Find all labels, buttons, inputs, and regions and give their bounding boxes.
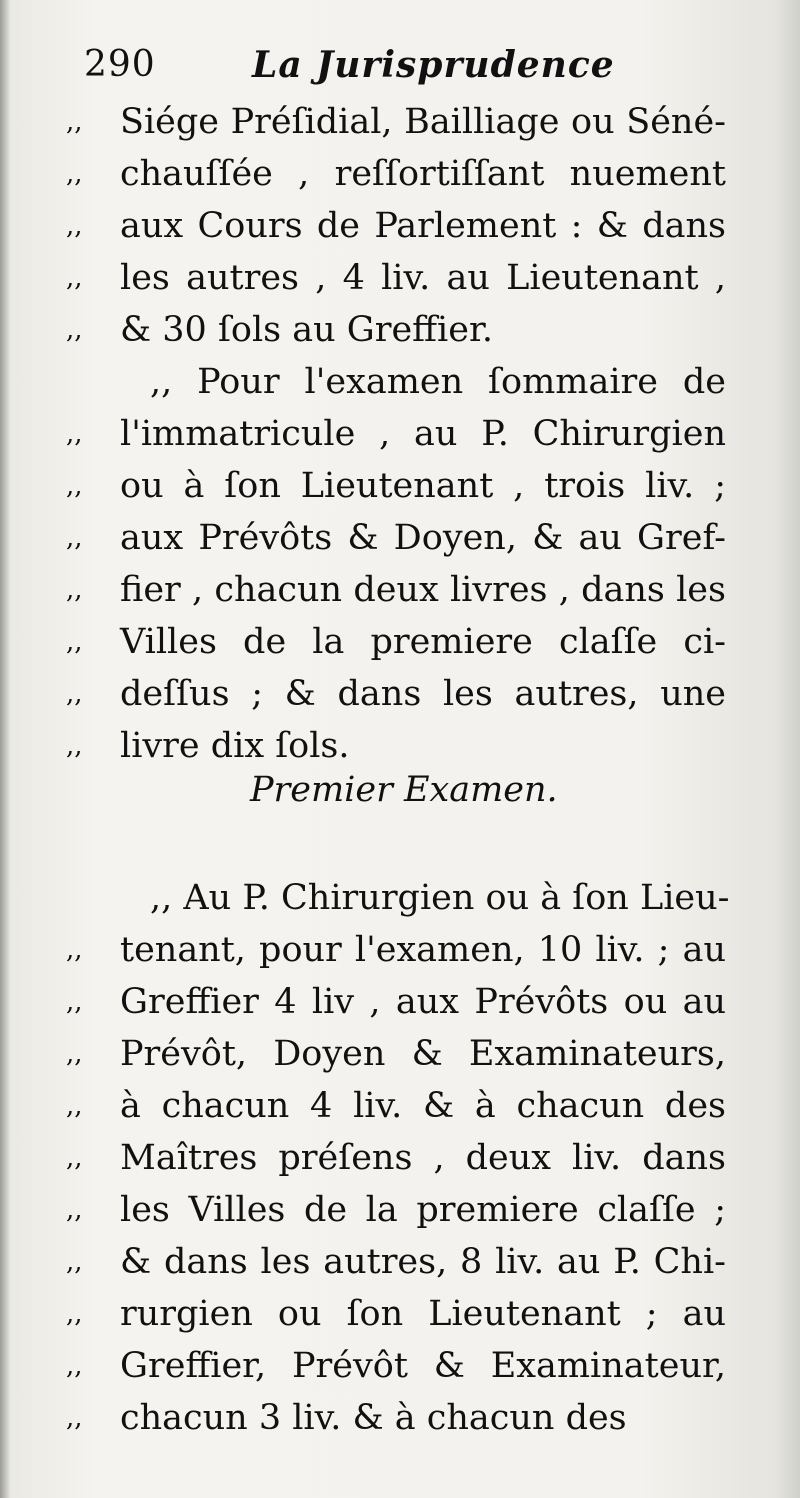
quote-mark: ,, — [66, 1403, 83, 1433]
line-text: rurgien ou ſon Lieutenant ; au — [120, 1294, 726, 1334]
line-text: livre dix ſols. — [120, 726, 350, 766]
text-line — [66, 564, 726, 616]
quote-mark: ,, — [66, 211, 83, 241]
quote-mark: ,, — [66, 1195, 83, 1225]
quote-mark: ,, — [66, 1143, 83, 1173]
line-text: aux Cours de Parlement : & dans — [120, 206, 726, 246]
text-line — [66, 872, 730, 924]
quote-mark: ,, — [66, 1351, 83, 1381]
quote-mark: ,, — [66, 107, 83, 137]
text-line — [66, 200, 726, 252]
quote-mark: ,, — [66, 1299, 83, 1329]
line-text: Prévôt, Doyen & Examinateurs, — [120, 1034, 726, 1074]
text-block-premier-examen — [66, 872, 730, 1444]
text-line — [66, 976, 726, 1028]
page-number: 290 — [84, 44, 156, 85]
quote-mark: ,, — [66, 731, 83, 761]
line-text: Greffier 4 liv , aux Prévôts ou au — [120, 982, 726, 1022]
line-text: ,, Pour l'examen ſommaire de — [150, 362, 726, 402]
text-line — [66, 1184, 726, 1236]
text-line — [66, 1236, 726, 1288]
line-text: Siége Préſidial, Bailliage ou Séné- — [120, 102, 726, 142]
text-line — [66, 1028, 726, 1080]
page-header — [84, 44, 724, 94]
text-line — [66, 1392, 726, 1444]
line-text: ,, Au P. Chirurgien ou à ſon Lieu- — [150, 878, 730, 918]
line-text: les Villes de la premiere claſſe ; — [120, 1190, 726, 1230]
text-line — [66, 148, 726, 200]
quote-mark: ,, — [66, 1091, 83, 1121]
quote-mark: ,, — [66, 1039, 83, 1069]
line-text: à chacun 4 liv. & à chacun des — [120, 1086, 726, 1126]
text-line — [66, 668, 726, 720]
text-line — [66, 616, 726, 668]
line-text: aux Prévôts & Doyen, & au Gref- — [120, 518, 726, 558]
text-line — [66, 720, 726, 772]
line-text: chacun 3 liv. & à chacun des — [120, 1398, 627, 1438]
quote-mark: ,, — [66, 471, 83, 501]
text-line — [66, 512, 726, 564]
text-block-fees — [66, 96, 726, 772]
running-title: La Jurisprudence — [252, 44, 615, 86]
text-line — [66, 356, 726, 408]
text-line — [66, 924, 726, 976]
quote-mark: ,, — [66, 159, 83, 189]
line-text: Maîtres préſens , deux liv. dans — [120, 1138, 726, 1178]
text-line — [66, 304, 726, 356]
line-text: les autres , 4 liv. au Lieutenant , — [120, 258, 726, 298]
quote-mark: ,, — [66, 523, 83, 553]
line-text: tenant, pour l'examen, 10 liv. ; au — [120, 930, 726, 970]
quote-mark: ,, — [66, 575, 83, 605]
page-gutter — [0, 0, 10, 1498]
section-heading: Premier Examen. — [250, 770, 558, 810]
quote-mark: ,, — [66, 263, 83, 293]
line-text: chauſſée , reſſortiſſant nuement — [120, 154, 726, 194]
quote-mark: ,, — [66, 987, 83, 1017]
quote-mark: ,, — [66, 627, 83, 657]
line-text: ou à ſon Lieutenant , trois liv. ; — [120, 466, 726, 506]
text-line — [66, 1288, 726, 1340]
text-line — [66, 96, 726, 148]
quote-mark: ,, — [66, 1247, 83, 1277]
text-line — [66, 408, 726, 460]
text-line — [66, 1132, 726, 1184]
line-text: deſſus ; & dans les autres, une — [120, 674, 726, 714]
text-line — [66, 460, 726, 512]
quote-mark: ,, — [66, 419, 83, 449]
quote-mark: ,, — [66, 315, 83, 345]
line-text: & dans les autres, 8 liv. au P. Chi- — [120, 1242, 726, 1282]
line-text: Villes de la premiere claſſe ci- — [120, 622, 726, 662]
quote-mark: ,, — [66, 679, 83, 709]
line-text: & 30 ſols au Greffier. — [120, 310, 493, 350]
quote-mark: ,, — [66, 935, 83, 965]
text-line — [66, 1340, 726, 1392]
line-text: fier , chacun deux livres , dans les — [120, 570, 726, 610]
text-line — [66, 252, 726, 304]
line-text: l'immatricule , au P. Chirurgien — [120, 414, 726, 454]
text-line — [66, 1080, 726, 1132]
line-text: Greffier, Prévôt & Examinateur, — [120, 1346, 726, 1386]
